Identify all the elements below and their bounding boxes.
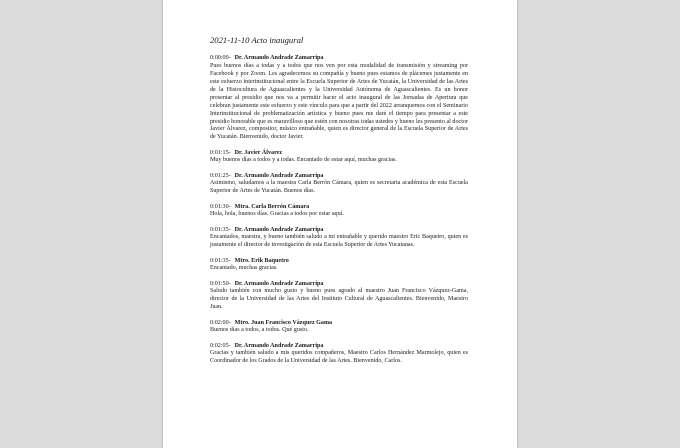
entry-speaker: Dr. Armando Andrade Zamarripa xyxy=(234,280,324,287)
document-page xyxy=(163,0,517,448)
document-content xyxy=(210,36,468,374)
transcript-entry xyxy=(210,320,468,336)
entry-text: Encantados, maestra, y bueno también saludo a mi entrañable y querido maestro Eric Baquetro, quien es justamente el director de investigación de esta Escuela Superior de Artes Yucatanas. xyxy=(210,234,468,249)
entry-timestamp: 0:02:00- xyxy=(210,319,231,326)
entry-speaker: Dr. Armando Andrade Zamarripa xyxy=(234,226,324,233)
transcript-entry xyxy=(210,204,468,220)
entry-header xyxy=(210,227,468,235)
entry-text: Encantado, muchas gracias. xyxy=(210,265,278,272)
transcript-entry xyxy=(210,150,468,166)
entry-header xyxy=(210,343,468,351)
entry-text: Asimismo, saludamos a la maestra Carla Berrón Cámara, quien es secretaria académica de esta Escuela Superior de Artes de Yucatán. Buenos días. xyxy=(210,180,468,195)
entry-timestamp: 0:01:35- xyxy=(210,226,231,233)
entry-speaker: Dr. Armando Andrade Zamarripa xyxy=(234,55,324,62)
entry-header xyxy=(210,320,468,328)
entry-speaker: Mtra. Carla Berrón Cámara xyxy=(234,203,310,210)
entry-header xyxy=(210,55,468,63)
entry-header xyxy=(210,173,468,181)
entry-speaker: Dr. Armando Andrade Zamarripa xyxy=(234,172,324,179)
entry-header xyxy=(210,281,468,289)
entry-text: Hola, hola, buenos días. Gracias a todos por estar aquí. xyxy=(210,211,344,218)
transcript-entry xyxy=(210,281,468,312)
entry-text: Buenos días a todos, a todos. Qué gusto. xyxy=(210,327,309,334)
entry-timestamp: 0:01:30- xyxy=(210,203,231,210)
transcript-entry xyxy=(210,55,468,142)
entry-text: Gracias y también saludo a mis queridos compañeros, Maestro Carlos Hernández Marmolejo, quien es Coordinador de los Grados de la Universidad de las Artes. Bienvenido, Carlos. xyxy=(210,350,468,365)
entry-text: Pues buenos días a todas y a todos que nos ven por esta modalidad de transmisión y streaming por Facebook y por Zoom. Les agradecemos su compañía y bueno pues estamos de plácemes justamente en este esfuerzo interinstitucional entre la Escuela Superior de Artes de Yucatán, la Universidad de las Artes de la Histocultura de Aguascalientes y la Universidad Autónoma de Aguascalientes. Es un honor presentar al presidio que nos va a permitir hacer el acto inaugural de las Jornadas de Apertura que celebran justamente este esfuerzo y este vínculo para que a partir del 2022 arranquemos con el Seminario Interinstitucional de problematización artística y bueno pues me daré el tiempo para presentar a este presidio honorable que es maravilloso que estén con nosotras todas ustedes y bueno les presento al doctor Javier Álvarez, compositor, músico entrañable, quien es director general de la Escuela Superior de Artes de Yucatán. Bienvenido, doctor Javier. xyxy=(210,63,468,141)
document-title: 2021-11-10 Acto inaugural xyxy=(210,35,304,45)
transcript-entry xyxy=(210,227,468,250)
entry-speaker: Mtro. Erik Baquetro xyxy=(234,257,289,264)
entry-timestamp: 0:01:15- xyxy=(210,149,231,156)
entry-timestamp: 0:01:50- xyxy=(210,280,231,287)
entry-timestamp: 0:02:05- xyxy=(210,342,231,349)
entry-header xyxy=(210,258,468,266)
entry-speaker: Dr. Javier Álvarez xyxy=(234,149,283,156)
transcript-entry xyxy=(210,343,468,366)
entry-timestamp: 0:01:25- xyxy=(210,172,231,179)
entry-speaker: Dr. Armando Andrade Zamarripa xyxy=(234,342,324,349)
entry-header xyxy=(210,150,468,158)
entry-text: Muy buenos días a todos y a todas. Encantado de estar aquí, muchas gracias. xyxy=(210,157,397,164)
entry-timestamp: 0:00:00- xyxy=(210,55,231,62)
entry-header xyxy=(210,204,468,212)
entry-text: Saludo también con mucho gusto y bueno pues agrado al maestro Juan Francisco Vázquez-Gama, director de la Universidad de las Artes del Instituto Cultural de Aguascalientes. Bienvenido, Maestro Juan. xyxy=(210,288,468,311)
entry-timestamp: 0:01:35- xyxy=(210,257,231,264)
transcript-entry xyxy=(210,258,468,274)
entry-speaker: Mtro. Juan Francisco Vázquez Gama xyxy=(234,319,333,326)
transcript-entry xyxy=(210,173,468,196)
